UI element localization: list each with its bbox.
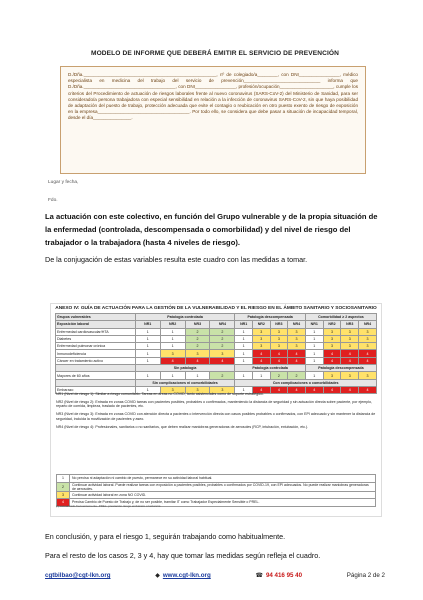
other-cases-paragraph: Para el resto de los casos 2, 3 y 4, hay que tomar las medidas según refleja el cuadro. <box>45 551 321 560</box>
legend-text: Continuar actividad laboral. Puede realizar tareas con exposición a pacientes posibles, probables o confirmados por COVID-19, con EPI adecuados. No puede realizar maniobras generadoras de aerosoles. <box>70 482 376 491</box>
row-label: Inmunodeficiencia <box>56 350 136 357</box>
action-cell: 3 <box>359 328 377 335</box>
action-cell: 3 <box>185 350 210 357</box>
action-cell: 4 <box>252 357 270 364</box>
action-cell: 2 <box>288 372 306 379</box>
legend-text: Precisa Cambio de Puesto de Trabajo y, de no ser posible, tramitar IT como Trabajador Especialmente Sensible o PREL. <box>70 499 376 507</box>
action-cell: 3 <box>323 343 341 350</box>
action-cell: 1 <box>252 372 270 379</box>
action-cell: 4 <box>288 386 306 393</box>
risk-level-header: NR4 <box>210 321 235 328</box>
action-cell: 1 <box>135 328 160 335</box>
action-cell: 1 <box>235 386 253 393</box>
action-cell: 3 <box>270 343 288 350</box>
annex-table-image <box>50 303 382 517</box>
action-cell: 4 <box>323 350 341 357</box>
table-row <box>56 335 377 342</box>
risk-level-header: NR3 <box>341 321 359 328</box>
row-label: Diabetes <box>56 335 136 342</box>
action-cell: 3 <box>160 350 185 357</box>
row-label: Enfermedad pulmonar crónica <box>56 343 136 350</box>
action-cell: 1 <box>235 343 253 350</box>
action-cell: 4 <box>323 386 341 393</box>
action-cell: 3 <box>210 350 235 357</box>
action-cell: 3 <box>341 335 359 342</box>
action-cell: 4 <box>252 386 270 393</box>
legend-swatch: 1 <box>57 475 70 483</box>
legend-swatch: 4 <box>57 499 70 507</box>
phone-number: 94 416 95 40 <box>265 572 303 579</box>
action-cell: 3 <box>323 328 341 335</box>
note-nr3: NR3 (Nivel de riesgo 3): Entrada en zonas COVID con atención directa a pacientes o intervención directa con casos posibles probables o confirmados, con EPI adecuado y sin mantener la distancia de seguridad, incluida la movilización de pacientes y aseo. <box>56 412 376 421</box>
action-cell: 2 <box>210 372 235 379</box>
risk-level-header: NR4 <box>359 321 377 328</box>
legend-swatch: 3 <box>57 491 70 499</box>
note-nr2: NR2 (Nivel de riesgo 2): Entrada en zonas COVID tareas con pacientes posibles, probables o confirmados, manteniendo la distancia de seguridad y sin actuación directa sobre paciente, por ejemplo, reparto de comida, limpieza, traslado de pacientes, etc. <box>56 399 373 409</box>
action-cell: 1 <box>305 372 323 379</box>
signature-label: Fdo. <box>48 198 58 203</box>
legend-footnote: (*) Actualizado frecuentemente. PREL: prestación riesgo embarazo o lactancia <box>56 504 161 508</box>
table-row <box>56 328 377 335</box>
action-cell: 3 <box>252 328 270 335</box>
place-date-label: Lugar y fecha, <box>48 180 79 185</box>
action-cell: 3 <box>323 372 341 379</box>
action-cell: 4 <box>160 357 185 364</box>
page-title: MODELO DE INFORME QUE DEBERÁ EMITIR EL SERVICIO DE PREVENCIÓN <box>90 50 340 57</box>
report-template-box <box>60 66 366 174</box>
action-cell: 3 <box>160 386 185 393</box>
action-cell: 2 <box>185 335 210 342</box>
action-cell: 4 <box>359 386 377 393</box>
action-cell: 3 <box>323 335 341 342</box>
risk-level-header: NR2 <box>252 321 270 328</box>
mouse-icon: ◆ <box>155 573 160 579</box>
action-cell: 4 <box>270 386 288 393</box>
action-cell: 1 <box>135 372 160 379</box>
action-legend-table <box>56 474 376 507</box>
action-cell: 1 <box>160 343 185 350</box>
action-cell: 2 <box>210 343 235 350</box>
table-row <box>56 343 377 350</box>
action-cell: 1 <box>305 343 323 350</box>
action-cell: 3 <box>252 343 270 350</box>
action-cell: 1 <box>160 372 185 379</box>
action-cell: 4 <box>185 357 210 364</box>
col-group-header: Con complicaciones o comorbilidades <box>235 379 377 386</box>
action-cell: 1 <box>160 335 185 342</box>
action-cell: 2 <box>210 335 235 342</box>
action-cell: 1 <box>235 357 253 364</box>
action-cell: 4 <box>270 350 288 357</box>
intro-paragraph: La actuación con este colectivo, en función del Grupo vulnerable y de la propia situación de la enfermedad (controlada, descompensada o comorbilidad) y del nivel de riesgo del trabajador o la trabajadora (hasta 4 niveles de riesgo). <box>45 212 378 247</box>
email-link[interactable]: cgtbilbao@cgt-lkn.org <box>45 572 111 579</box>
action-cell: 1 <box>305 335 323 342</box>
action-cell: 3 <box>210 386 235 393</box>
action-cell: 1 <box>185 372 210 379</box>
action-cell: 3 <box>359 335 377 342</box>
legend-text: No precisa ni adaptación ni cambio de puesto, permanece en su actividad laboral habitual. <box>70 475 376 483</box>
action-cell: 1 <box>135 386 160 393</box>
action-cell: 3 <box>341 372 359 379</box>
page-footer <box>45 572 385 579</box>
note-nr4: NR4 (Nivel de riesgo 4): Profesionales, sanitarios o no sanitarios, que deben realizar maniobras generadoras de aerosoles (RCP, intubación, extubación, etc.). <box>56 424 309 429</box>
exposure-header: Exposición laboral <box>56 321 136 328</box>
action-cell: 1 <box>305 357 323 364</box>
action-cell: 1 <box>135 335 160 342</box>
risk-level-header: NR2 <box>160 321 185 328</box>
risk-level-header: NR1 <box>235 321 253 328</box>
risk-level-header: NR1 <box>135 321 160 328</box>
row-label: Cáncer en tratamiento activo <box>56 357 136 364</box>
col-group-header: Sin complicaciones ni comorbilidades <box>135 379 235 386</box>
col-group-header: Patología controlada <box>235 365 305 372</box>
action-cell: 1 <box>135 343 160 350</box>
risk-level-header: NR4 <box>288 321 306 328</box>
risk-level-header: NR1 <box>305 321 323 328</box>
action-cell: 3 <box>341 328 359 335</box>
action-cell: 3 <box>341 343 359 350</box>
phone-icon: ☎ <box>255 573 263 579</box>
action-cell: 4 <box>252 350 270 357</box>
action-cell: 4 <box>288 350 306 357</box>
action-cell: 1 <box>305 328 323 335</box>
action-cell: 4 <box>341 350 359 357</box>
risk-level-header: NR3 <box>185 321 210 328</box>
table-row <box>56 350 377 357</box>
action-cell: 4 <box>323 357 341 364</box>
action-cell: 4 <box>359 357 377 364</box>
action-cell: 3 <box>252 335 270 342</box>
action-cell: 1 <box>235 328 253 335</box>
col-group-header: Sin patología <box>135 365 235 372</box>
action-cell: 4 <box>341 357 359 364</box>
page-number: Página 2 de 2 <box>346 572 385 579</box>
annex-title: ANEXO IV: GUÍA DE ACTUACIÓN PARA LA GESTIÓN DE LA VULNERABILIDAD Y EL RIESGO EN EL ÁMBITO SANITARIO Y SOCIOSANITARIO <box>55 306 377 311</box>
risk-level-header: NR2 <box>323 321 341 328</box>
row-label: Embarazo <box>56 386 136 393</box>
legend-text: Continuar actividad laboral en zona NO COVID. <box>70 491 376 499</box>
conclusion-paragraph: En conclusión, y para el riesgo 1, seguirán trabajando como habitualmente. <box>45 532 286 541</box>
vulnerability-risk-table <box>55 313 377 394</box>
action-cell: 2 <box>185 328 210 335</box>
table-row <box>56 372 377 379</box>
action-cell: 4 <box>210 357 235 364</box>
col-group-header: Comorbilidad ≥ 2 aspectos <box>305 314 376 321</box>
action-cell: 4 <box>270 357 288 364</box>
action-cell: 2 <box>185 343 210 350</box>
note-nr1: NR1 (Nivel de riesgo 1): Similar a riesgo comunitario. Tareas en áreas no COVID, tanto asistenciales como de soporte estratégico. <box>56 392 264 396</box>
table-row <box>56 357 377 364</box>
action-cell: 4 <box>341 386 359 393</box>
row-label: Mayores de 60 años <box>56 372 136 379</box>
action-cell: 4 <box>305 386 323 393</box>
action-cell: 4 <box>288 357 306 364</box>
action-cell: 1 <box>235 350 253 357</box>
action-cell: 3 <box>359 343 377 350</box>
action-cell: 1 <box>160 328 185 335</box>
row-label: Enfermedad cardiovascular/HTA <box>56 328 136 335</box>
group-header: Grupos vulnerables <box>56 314 136 321</box>
action-cell: 3 <box>185 386 210 393</box>
action-cell: 2 <box>270 372 288 379</box>
col-group-header: Patología descompensada <box>305 365 376 372</box>
action-cell: 1 <box>135 357 160 364</box>
report-template-text: D./Dña.____________________________________________________, nº de colegiado/a________, con DNI________________, médico especialista en medicina del trabajo del servicio de prevención______________________________ informa que D./Dña.____________________________________, con DNI________________, profesión/ocupación_____________________, cumple los criterios del Procedimiento de actuación de riesgos laborales frente al nuevo coronavirus (SARS-CoV-2) del Ministerio de Sanidad, para ser considerado/a persona trabajadora con especial sensibilidad en relación a la infección de coronavirus SARS-CoV-2, sin que haya posibilidad de adaptación del puesto de trabajo, protección adecuada que evite el contagio o reubicación en otro puesto exento de riesgo de exposición en la empresa____________________________________. Por todo ello, se considera que debe pasar a situación de incapacidad temporal, desde el día_______________. <box>68 72 358 121</box>
action-cell: 3 <box>288 328 306 335</box>
risk-level-notes <box>56 392 376 432</box>
action-cell: 3 <box>288 335 306 342</box>
action-cell: 1 <box>235 372 253 379</box>
table-intro-paragraph: De la conjugación de estas variables resulta este cuadro con las medidas a tomar. <box>45 255 308 264</box>
action-cell: 1 <box>135 350 160 357</box>
action-cell: 3 <box>270 335 288 342</box>
action-cell: 2 <box>210 328 235 335</box>
action-cell: 3 <box>270 328 288 335</box>
col-group-header: Patología descompensada <box>235 314 305 321</box>
action-cell: 1 <box>235 335 253 342</box>
website-link[interactable]: www.cgt-lkn.org <box>162 572 211 579</box>
col-group-header: Patología controlada <box>135 314 235 321</box>
action-cell: 1 <box>305 350 323 357</box>
action-cell: 3 <box>288 343 306 350</box>
action-cell: 4 <box>359 350 377 357</box>
legend-swatch: 2 <box>57 482 70 491</box>
action-cell: 3 <box>359 372 377 379</box>
risk-level-header: NR3 <box>270 321 288 328</box>
